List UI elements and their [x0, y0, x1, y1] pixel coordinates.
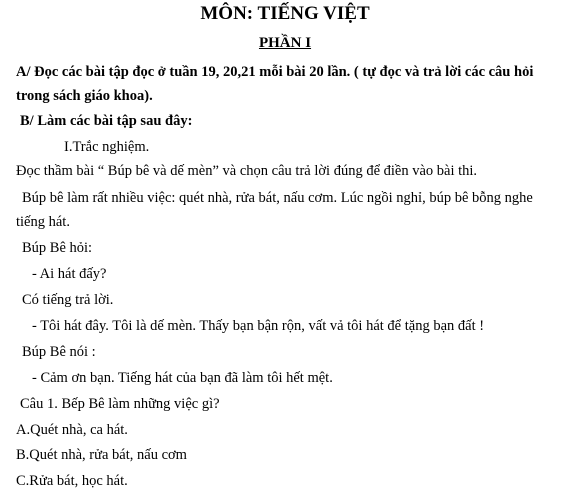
section-a-line-1: A/ Đọc các bài tập đọc ở tuần 19, 20,21 mỗi bài 20 lần. ( tự đọc và trả lời các câu hỏi: [16, 64, 534, 80]
document-title: MÔN: TIẾNG VIỆT: [200, 3, 370, 24]
story-line: tiếng hát.: [16, 214, 70, 230]
story-line: Búp Bê hỏi:: [22, 240, 93, 256]
question-1: Câu 1. Bếp Bê làm những việc gì?: [20, 396, 220, 412]
instruction-text: Đọc thầm bài “ Búp bê và dế mèn” và chọn câu trả lời đúng để điền vào bài thi.: [16, 163, 478, 179]
subsection-heading: I.Trắc nghiệm.: [64, 139, 150, 155]
story-line: Búp bê làm rất nhiều việc: quét nhà, rửa bát, nấu cơm. Lúc ngồi nghỉ, búp bê bỗng nghe: [22, 190, 533, 206]
option-a: A.Quét nhà, ca hát.: [16, 422, 128, 438]
story-line: - Ai hát đấy?: [32, 266, 107, 282]
story-line: - Cảm ơn bạn. Tiếng hát của bạn đã làm tôi hết mệt.: [32, 370, 333, 386]
story-line: Búp Bê nói :: [22, 344, 96, 360]
story-line: Có tiếng trả lời.: [22, 292, 114, 308]
option-c: C.Rửa bát, học hát.: [16, 473, 128, 489]
section-b-heading: B/ Làm các bài tập sau đây:: [20, 113, 193, 129]
option-b: B.Quét nhà, rửa bát, nấu cơm: [16, 447, 187, 463]
part-heading: PHẦN I: [258, 35, 312, 51]
section-a-line-2: trong sách giáo khoa).: [16, 88, 153, 104]
story-line: - Tôi hát đây. Tôi là dế mèn. Thấy bạn bận rộn, vất vả tôi hát để tặng bạn đất !: [32, 318, 485, 334]
